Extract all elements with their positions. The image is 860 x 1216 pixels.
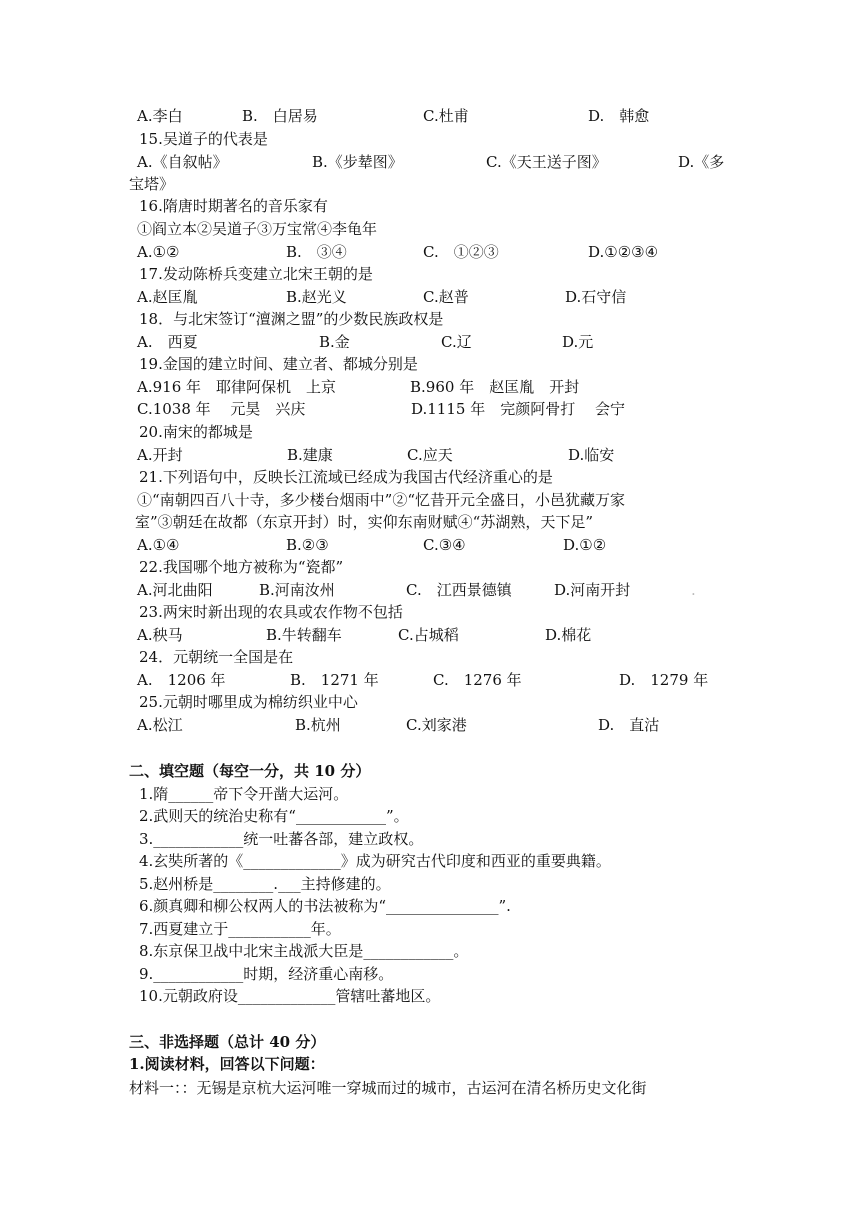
q15-option-c: C.《天王送子图》	[486, 153, 607, 171]
q16-option-a: A.①②	[137, 243, 180, 261]
q22-option-c: C. 江西景德镇	[406, 581, 512, 599]
q14-option-c: C.杜甫	[423, 107, 469, 125]
q18-option-b: B.金	[319, 333, 350, 351]
q14-option-a: A.李白	[137, 107, 183, 125]
q25-option-d: D. 直沽	[598, 716, 660, 734]
q20-option-c: C.应天	[407, 446, 453, 464]
section-2-title: 二、填空题（每空一分，共 10 分）	[129, 762, 371, 780]
fill-blank-2: 2.武则天的统治史称有“____________”。	[139, 807, 409, 825]
q17-option-c: C.赵普	[423, 288, 469, 306]
q17-option-a: A.赵匡胤	[137, 288, 198, 306]
q25-option-c: C.刘家港	[406, 716, 467, 734]
fill-blank-5: 5.赵州桥是________.___主持修建的。	[139, 875, 391, 893]
q18-option-c: C.辽	[441, 333, 472, 351]
q21-option-b: B.②③	[286, 536, 329, 554]
q20-stem: 20.南宋的都城是	[139, 423, 253, 441]
q15-option-d-continued: 宝塔》	[129, 175, 175, 193]
q21-stem: 21.下列语句中，反映长江流域已经成为我国古代经济重心的是	[139, 468, 553, 486]
q22-stem: 22.我国哪个地方被称为“瓷都”	[139, 558, 344, 576]
q21-option-a: A.①④	[137, 536, 180, 554]
material-1: 材料一：：无锡是京杭大运河唯一穿城而过的城市，古运河在清名桥历史文化街	[129, 1079, 647, 1097]
q19-option-b: B.960 年 赵匡胤 开封	[410, 378, 580, 396]
q14-option-d: D. 韩愈	[588, 107, 650, 125]
fill-blank-1: 1.隋______帝下令开凿大运河。	[139, 785, 349, 803]
q15-option-b: B.《步辇图》	[312, 153, 403, 171]
q25-option-b: B.杭州	[295, 716, 341, 734]
q24-option-c: C. 1276 年	[433, 671, 522, 689]
q21-option-c: C.③④	[423, 536, 466, 554]
q14-option-b: B. 白居易	[242, 107, 318, 125]
q16-option-b: B. ③④	[286, 243, 347, 261]
q20-option-a: A.开封	[137, 446, 183, 464]
q23-option-c: C.占城稻	[398, 626, 459, 644]
fill-blank-4: 4.玄奘所著的《_____________》成为研究古代印度和西亚的重要典籍。	[139, 852, 611, 870]
q19-option-d: D.1115 年 完颜阿骨打 会宁	[411, 400, 625, 418]
q19-option-a: A.916 年 耶律阿保机 上京	[137, 378, 337, 396]
q21-statements-line1: ①“南朝四百八十寺，多少楼台烟雨中”②“忆昔开元全盛日，小邑犹藏万家	[137, 491, 626, 509]
q23-option-b: B.牛转翻车	[266, 626, 342, 644]
q22-option-b: B.河南汝州	[259, 581, 335, 599]
fill-blank-8: 8.东京保卫战中北宋主战派大臣是____________。	[139, 942, 469, 960]
q20-option-b: B.建康	[287, 446, 333, 464]
q21-option-d: D.①②	[563, 536, 607, 554]
q17-option-d: D.石守信	[565, 288, 627, 306]
q23-stem: 23.两宋时新出现的农具或农作物不包括	[139, 603, 403, 621]
q16-stem: 16.隋唐时期著名的音乐家有	[139, 197, 328, 215]
q15-stem: 15.吴道子的代表是	[139, 130, 268, 148]
q23-option-d: D.棉花	[545, 626, 592, 644]
q16-option-c: C. ①②③	[423, 243, 499, 261]
q22-option-a: A.河北曲阳	[137, 581, 213, 599]
q22-stray-mark: .	[691, 581, 696, 599]
q24-option-b: B. 1271 年	[290, 671, 379, 689]
q24-option-d: D. 1279 年	[619, 671, 709, 689]
q16-option-d: D.①②③④	[588, 243, 659, 261]
q23-option-a: A.秧马	[137, 626, 183, 644]
q21-statements-line2: 室”③朝廷在故都（东京开封）时，实仰东南财赋④“苏湖熟，天下足”	[135, 513, 594, 531]
q15-option-d: D.《多	[678, 153, 725, 171]
fill-blank-3: 3.____________统一吐蕃各部，建立政权。	[139, 830, 424, 848]
q18-stem: 18．与北宋签订“澶渊之盟”的少数民族政权是	[139, 310, 444, 328]
q19-option-c: C.1038 年 元昊 兴庆	[137, 400, 306, 418]
q17-stem: 17.发动陈桥兵变建立北宋王朝的是	[139, 265, 373, 283]
fill-blank-7: 7.西夏建立于___________年。	[139, 920, 341, 938]
q16-items: ①阎立本②吴道子③万宝常④李龟年	[137, 220, 378, 238]
q18-option-d: D.元	[562, 333, 594, 351]
q25-stem: 25.元朝时哪里成为棉纺织业中心	[139, 693, 358, 711]
q19-stem: 19.金国的建立时间、建立者、都城分别是	[139, 355, 418, 373]
q25-option-a: A.松江	[137, 716, 183, 734]
q15-option-a: A.《自叙帖》	[137, 153, 228, 171]
q18-option-a: A. 西夏	[137, 333, 198, 351]
section-3-title: 三、非选择题（总计 40 分）	[129, 1033, 326, 1051]
fill-blank-6: 6.颜真卿和柳公权两人的书法被称为“_______________”.	[139, 897, 511, 915]
q22-option-d: D.河南开封	[554, 581, 631, 599]
fill-blank-10: 10.元朝政府设_____________管辖吐蕃地区。	[139, 987, 441, 1005]
section-3-question-1: 1.阅读材料，回答以下问题：	[129, 1055, 325, 1073]
q17-option-b: B.赵光义	[286, 288, 347, 306]
q20-option-d: D.临安	[568, 446, 615, 464]
q24-stem: 24．元朝统一全国是在	[139, 648, 294, 666]
fill-blank-9: 9.____________时期，经济重心南移。	[139, 965, 394, 983]
q24-option-a: A. 1206 年	[137, 671, 226, 689]
